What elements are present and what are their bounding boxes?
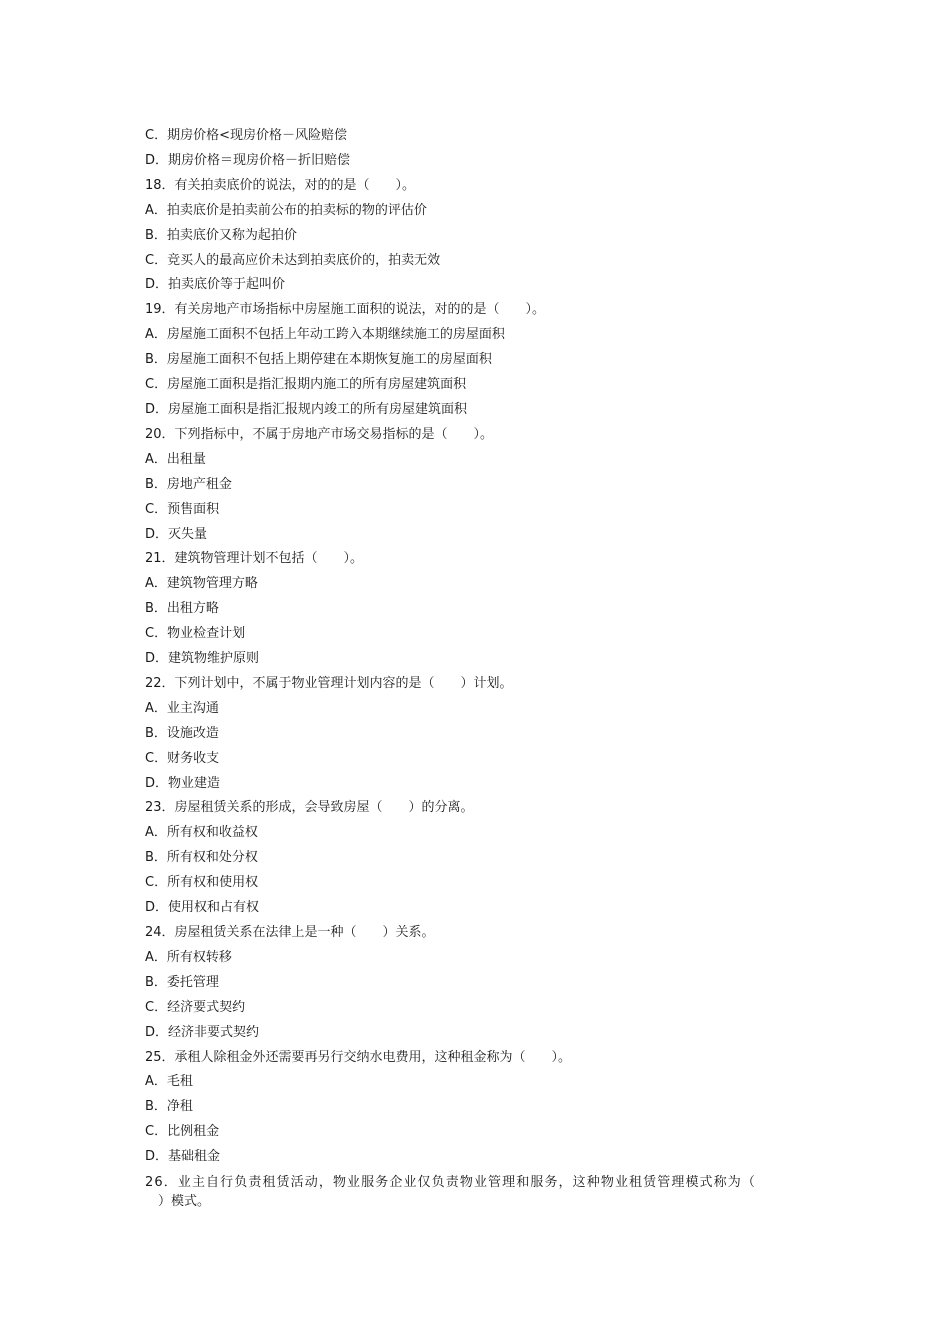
option-line: A．出租量 (145, 451, 206, 467)
option-line: B．设施改造 (145, 725, 219, 741)
option-line: B．房地产租金 (145, 476, 232, 492)
option-line: B．拍卖底价又称为起拍价 (145, 227, 297, 243)
option-line: C．预售面积 (145, 501, 220, 517)
option-line: A．毛租 (145, 1074, 193, 1090)
option-line: D．经济非要式契约 (145, 1024, 260, 1040)
option-line: B．出租方略 (145, 601, 219, 617)
option-line: C．房屋施工面积是指汇报期内施工的所有房屋建筑面积 (145, 377, 467, 393)
option-line: C．比例租金 (145, 1124, 220, 1140)
question-list (145, 124, 815, 1212)
option-line: A．建筑物管理方略 (145, 576, 258, 592)
question-18: 18．有关拍卖底价的说法，对的的是（ ）。 (145, 177, 416, 193)
option-line: C．物业检查计划 (145, 626, 246, 642)
option-line: A．所有权转移 (145, 949, 232, 965)
question-21: 21．建筑物管理计划不包括（ ）。 (145, 551, 364, 567)
option-line: C．所有权和使用权 (145, 875, 259, 891)
question-22: 22．下列计划中，不属于物业管理计划内容的是（ ）计划。 (145, 675, 513, 691)
option-line: A．房屋施工面积不包括上年动工跨入本期继续施工的房屋面积 (145, 327, 505, 343)
question-23: 23．房屋租赁关系的形成，会导致房屋（ ）的分离。 (145, 800, 474, 816)
option-line: A．所有权和收益权 (145, 825, 258, 841)
option-line: C．竞买人的最高应价未达到拍卖底价的，拍卖无效 (145, 252, 441, 268)
option-line: C．财务收支 (145, 750, 220, 766)
option-line: D．使用权和占有权 (145, 900, 260, 916)
option-line: B．委托管理 (145, 974, 219, 990)
question-25: 25．承租人除租金外还需要再另行交纳水电费用，这种租金称为（ ）。 (145, 1049, 572, 1065)
question-19: 19．有关房地产市场指标中房屋施工面积的说法，对的的是（ ）。 (145, 302, 546, 318)
option-line: B．净租 (145, 1099, 193, 1115)
option-line: A．业主沟通 (145, 700, 219, 716)
option-line: A．拍卖底价是拍卖前公布的拍卖标的物的评估价 (145, 202, 427, 218)
question-24: 24．房屋租赁关系在法律上是一种（ ）关系。 (145, 925, 435, 940)
option-line: D．期房价格＝现房价格－折旧赔偿 (145, 152, 351, 168)
option-line: D．房屋施工面积是指汇报规内竣工的所有房屋建筑面积 (145, 401, 468, 417)
option-line: D．建筑物维护原则 (145, 651, 260, 667)
option-line: C．期房价格<现房价格－风险赔偿 (145, 128, 347, 143)
question-26-continuation: ）模式。 (158, 1194, 211, 1210)
option-line: D．灭失量 (145, 526, 208, 542)
option-line: B．所有权和处分权 (145, 850, 258, 866)
option-line: D．基础租金 (145, 1149, 221, 1165)
option-line: D．拍卖底价等于起叫价 (145, 277, 286, 293)
option-line: C．经济要式契约 (145, 999, 246, 1015)
option-line: D．物业建造 (145, 775, 221, 791)
question-20: 20．下列指标中，不属于房地产市场交易指标的是（ ）。 (145, 426, 494, 442)
question-26: 26．业主自行负责租赁活动，物业服务企业仅负责物业管理和服务，这种物业租赁管理模式称为（ (145, 1175, 756, 1191)
option-line: B．房屋施工面积不包括上期停建在本期恢复施工的房屋面积 (145, 352, 492, 368)
